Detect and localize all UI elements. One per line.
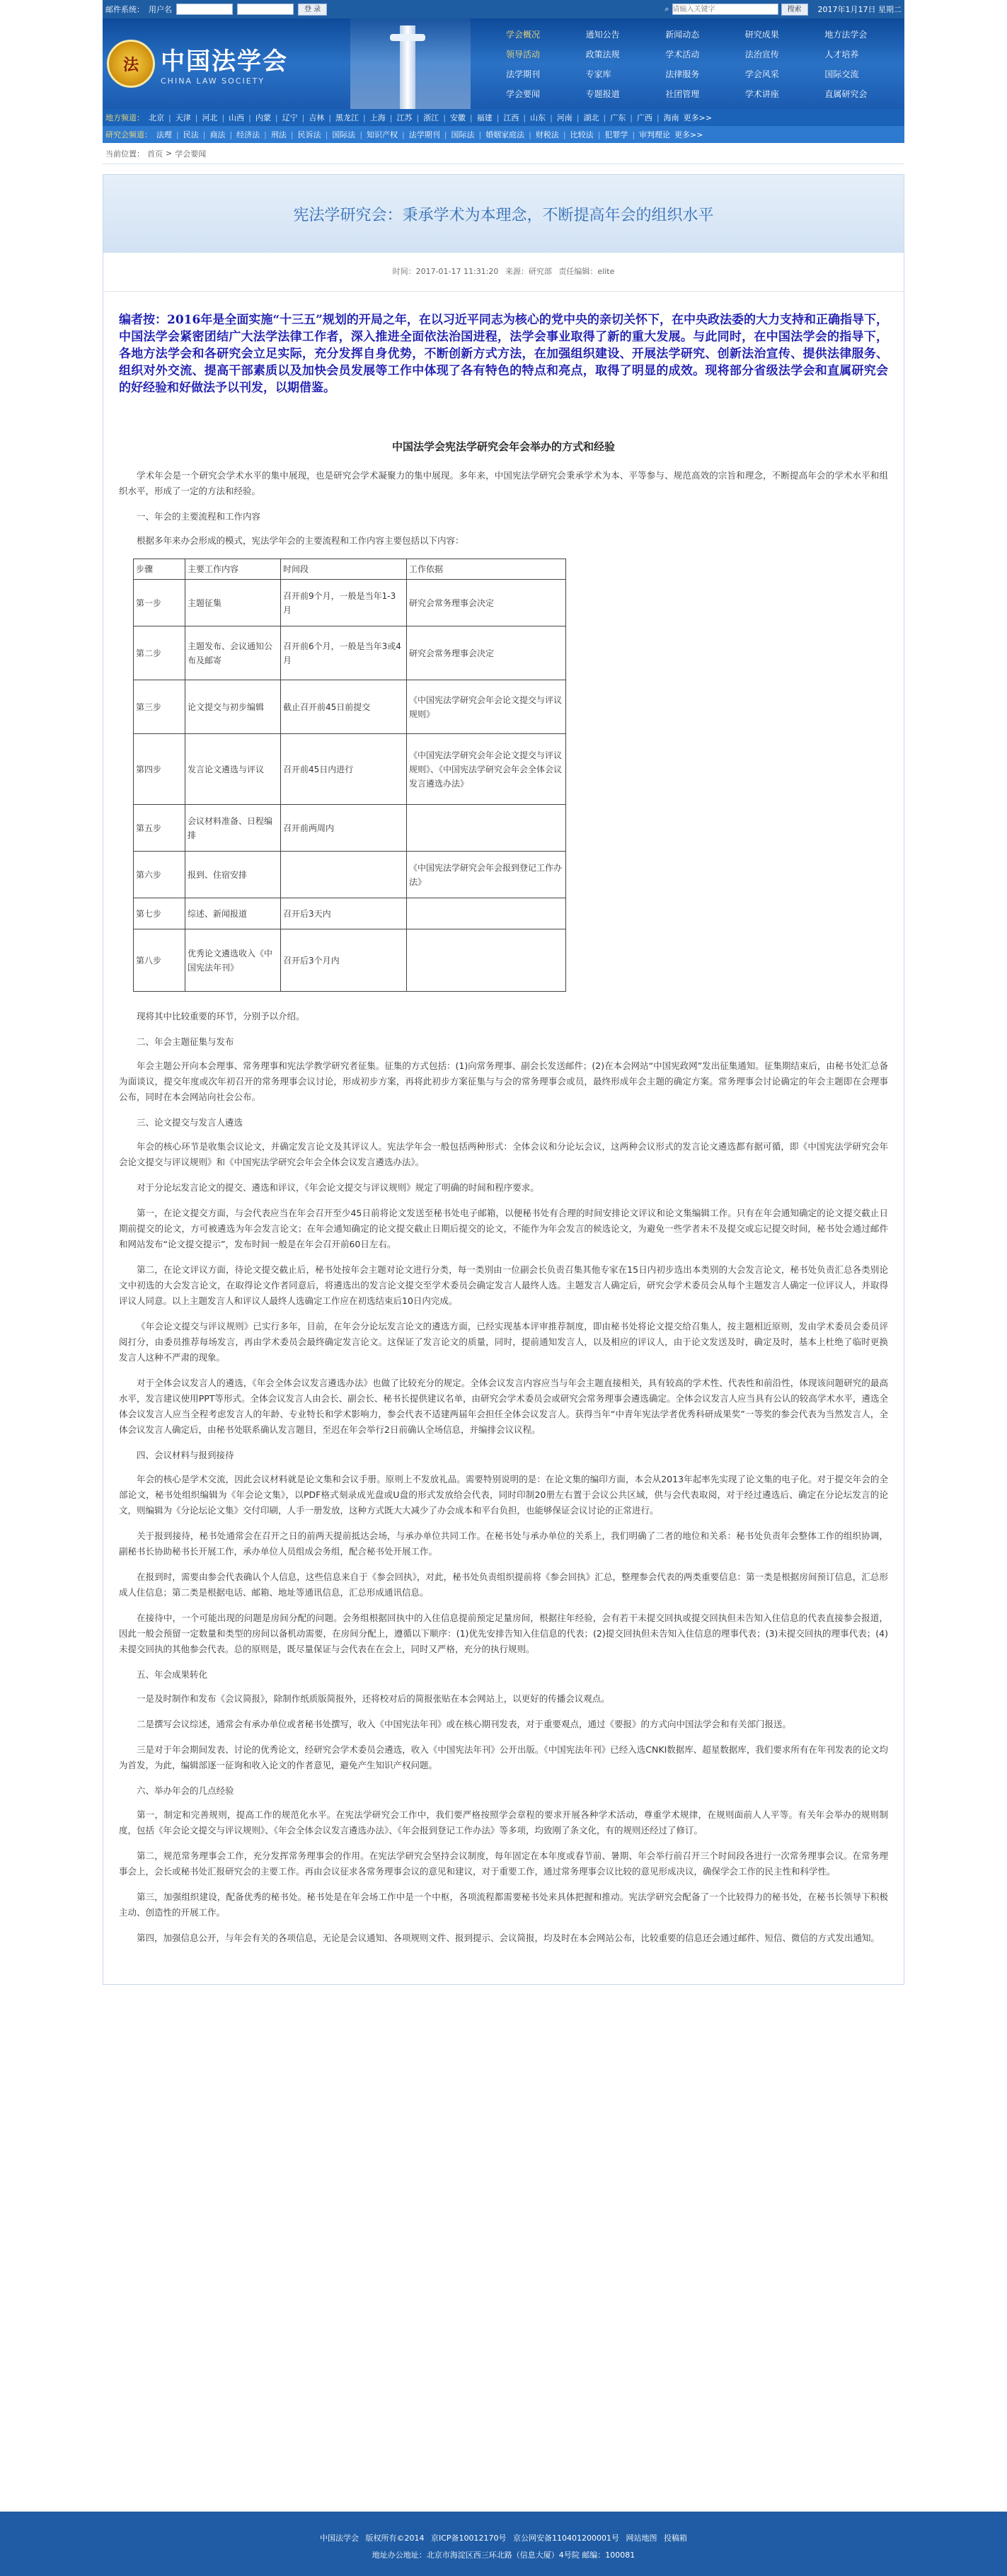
footer-org: 中国法学会 [319,2534,359,2543]
table-row [134,929,566,992]
table-header-cell: 时间段 [281,559,407,580]
header-nav-item[interactable]: 通知公告 [585,29,620,40]
table-row [134,626,566,680]
local-channel-item[interactable]: 江苏 [396,113,413,122]
table-cell [407,929,566,992]
article-source: 来源：研究部 [505,267,552,276]
password-input[interactable] [237,4,294,15]
local-channel-nav: 地方频道： 北京 | 天津 | 河北 | 山西 | 内蒙 | 辽宁 | 吉林 | 黑龙江 | 上海 | 江苏 | 浙江 | 安徽 | 福建 | 江西 | 山东 | 河南 | 湖北 | 广东 | 广西 | 海南 更多>> [103,109,904,126]
workflow-table [133,559,566,992]
header-nav-item[interactable]: 政策法规 [585,49,620,59]
search-button[interactable]: 搜索 [781,4,808,16]
table-cell: 第四步 [134,734,185,805]
local-channel-more-link[interactable]: 更多>> [683,113,713,122]
paragraph: 对于全体会议发言人的遴选，《年会全体会议发言遴选办法》也做了比较充分的规定。全体会议发言内容应当与年会主题直接相关，具有较高的学术性、代表性和前沿性，体现该问题研究的最高水平，发言建议使用PPT等形式。全体会议发言人由会长、副会长、秘书长提供建议名单，由研究会学术委员会或研究会常务理事会遴选确定。全体会议发言人应当具有公认的较高学术水平，遴选全体会议发言人应当全程考虑发言人的年龄、专业特长和学术影响力，参会代表不适建两届年会担任全体会议发言人。获得当年“中青年宪法学者优秀科研成果奖”一等奖的参会代表为当然发言人，全体会议发言人确定后，由秘书处联系确认发言题目，至迟在年会举行2日前确认全场信息，并编排会议议程。 [119,1378,888,1435]
local-channel-item[interactable]: 山西 [229,113,245,122]
paragraph: 第二，在论文评议方面，待论文提交截止后，秘书处按年会主题对论文进行分类，每一类别由一位副会长负责召集其他专家在15日内初步选出本类别的大会发言论文，秘书处负责汇总各类别论文中初选的大会发言论文，在取得论文作者同意后，将遴选出的发言论文提交至学术委员会确定发言人最终人选。主题发言人确定后，研究会学术委员会从每个主题发言人确定一位评议人，并取得评议人同意。以上主题发言人和评议人最终人选确定工作应在初选结束后10日内完成。 [119,1264,888,1306]
local-channel-item[interactable]: 天津 [175,113,191,122]
table-cell: 主题发布、会议通知公布及邮寄 [185,626,281,680]
login-button[interactable]: 登 录 [298,4,327,16]
article-title: 宪法学研究会：秉承学术为本理念，不断提高年会的组织水平 [293,206,714,224]
local-channel-item[interactable]: 海南 [663,113,679,122]
table-cell: 主题征集 [185,580,281,626]
research-channel-item[interactable]: 刑法 [270,130,287,139]
logo-en: CHINA LAW SOCIETY [161,76,265,86]
subheading: 二、年会主题征集与发布 [137,1036,234,1047]
current-date: 2017年1月17日 星期二 [817,5,902,14]
article [103,174,904,1985]
article-body [103,292,904,1984]
local-channel-item[interactable]: 福建 [476,113,493,122]
paragraph: 在接待中，一个可能出现的问题是房间分配的问题。会务组根据回执中的入住信息提前预定足量房间，根据往年经验，会有若干未提交回执或提交回执但未告知入住信息的代表直接参会报道，因此一般会预留一定数量和类型的房间以备机动需要，在房间分配上，遵循以下顺序：(1)优先安排告知入住信息的代表；(2)提交回执但未告知入住信息的理事代表；(3)未提交回执的理事代表；(4)未提交回执的其他参会代表。总的原则是，既尽量保证与会代表在在会上，同时又严格，充分的执行规则。 [119,1613,888,1654]
search-icon: ⌕ [664,4,669,13]
header-nav-item[interactable]: 直属研究会 [824,88,868,99]
footer-address: 地址办公地址：北京市海淀区西三环北路（信息大厦）4号院 邮编：100081 [372,2551,635,2560]
local-channel-item[interactable]: 安徽 [449,113,466,122]
local-channel-item[interactable]: 广西 [636,113,652,122]
local-channel-item[interactable]: 辽宁 [282,113,298,122]
paragraph: 年会的核心是学术交流，因此会议材料就是论文集和会议手册。原则上不发放礼品。需要特别说明的是：在论文集的编印方面，本会从2013年起率先实现了论文集的电子化。对于提交年会的全部论文，秘书处组织编辑为《年会论文集》，以PDF格式刻录成光盘或U盘的形式发放给会代表，同时印制20册左右置于会议公共区域，供与会代表取阅，对于经过遴选后、确定在分论坛发言的论文，则编辑为《分论坛论文集》交付印刷，人手一册发放，这种方式既大大减少了办会成本和平台负担，也能够保证会议讨论的正常进行。 [119,1474,888,1516]
paragraph: 年会主题公开向本会理事、常务理事和宪法学教学研究者征集。征集的方式包括：(1)向常务理事、副会长发送邮件；(2)在本会网站“中国宪政网”发出征集通知。征集期结束后，由秘书处汇总备为面谈议，提交年度或次年初召开的常务理事会议讨论，形成初步方案，再将此初步方案征集与与会的常务理事会或员，最终形成年会主题的确定方案。常务理事会讨论确定的年会主题即在会理事公布，同时在本会网站向社会公布。 [119,1060,888,1102]
header-nav [499,18,904,109]
table-cell: 截止召开前45日前提交 [281,680,407,734]
table-cell: 第六步 [134,852,185,898]
table-cell: 召开前两周内 [281,805,407,852]
table-cell: 发言论文遴选与评议 [185,734,281,805]
table-cell: 第二步 [134,626,185,680]
local-channel-item[interactable]: 浙江 [423,113,439,122]
society-emblem-icon: 法 [107,40,155,88]
research-channel-nav: 研究会频道： 法理 | 民法 | 商法 | 经济法 | 刑法 | 民诉法 | 国际法 | 知识产权 | 法学期刊 | 国际法 | 婚姻家庭法 | 财税法 | 比较法 | 犯罪学 | 审判理论 更多>> [103,126,904,143]
table-cell: 召开前9个月，一般是当年1-3月 [281,580,407,626]
local-channel-item[interactable]: 湖北 [583,113,599,122]
header-nav-item[interactable]: 法治宣传 [744,49,779,59]
editor-note: 编者按：2016年是全面实施“十三五”规划的开局之年，在以习近平同志为核心的党中央的亲切关怀下，在中央政法委的大力支持和正确指导下，中国法学会紧密团结广大法学法律工作者，深入推进全面依法治国进程，法学会事业取得了新的重大发展。与此同时，在中国法学会的指导下，各地方法学会和各研究会立足实际，充分发挥自身优势，不断创新方式方法，在加强组织建设、开展法学研究、创新法治宣传、提供法律服务、组织对外交流、提高干部素质以及加快会员发展等工作中体现了各有特色的特点和亮点，取得了明显的成效。现将部分省级法学会和直属研究会的好经验和好做法予以刊发，以期借鉴。 [119,313,888,395]
header-nav-item[interactable]: 人才培养 [824,49,859,59]
top-bar [103,0,904,18]
header-nav-item[interactable]: 领导活动 [506,49,541,59]
footer-copyright: 版权所有©2014 [365,2534,425,2543]
paragraph: 关于报到接待，秘书处通常会在召开之日的前两天提前抵达会场，与承办单位共同工作。在秘书处与承办单位的关系上，我们明确了二者的地位和关系：秘书处负责年会整体工作的组织协调，副秘书长协助秘书长开展工作，承办单位人员组成会务组，配合秘书处开展工作。 [119,1530,888,1557]
research-channel-item[interactable]: 经济法 [236,130,260,139]
header-nav-item[interactable]: 法学期刊 [506,69,541,79]
table-cell: 论文提交与初步编辑 [185,680,281,734]
table-cell: 《中国宪法学研究会年会报到登记工作办法》 [407,852,566,898]
site-logo[interactable] [103,18,336,109]
header-nav-item[interactable]: 学会要闻 [506,88,541,99]
table-cell: 研究会常务理事会决定 [407,580,566,626]
local-channel-item[interactable]: 黑龙江 [335,113,359,122]
header-nav-item[interactable]: 专家库 [585,69,611,79]
local-channel-item[interactable]: 广东 [610,113,626,122]
table-cell: 第五步 [134,805,185,852]
username-input[interactable] [176,4,233,15]
table-row [134,680,566,734]
table-header-cell: 步骤 [134,559,185,580]
monument-image [350,18,471,109]
table-cell: 第一步 [134,580,185,626]
table-row [134,898,566,929]
paragraph: 一是及时制作和发布《会议简报》，除制作纸质版简报外，还将校对后的简报张贴在本会网站上，以更好的传播会议观点。 [137,1693,610,1704]
subheading: 五、年会成果转化 [137,1669,208,1680]
local-channel-item[interactable]: 江西 [503,113,519,122]
breadcrumb [103,143,904,164]
breadcrumb-separator: > [166,149,173,158]
header-nav-item[interactable]: 学会概况 [506,29,541,40]
header-nav-item[interactable]: 学会风采 [744,69,779,79]
breadcrumb-label: 当前位置： [105,149,144,159]
table-row [134,580,566,626]
table-row [134,852,566,898]
table-cell [407,805,566,852]
research-channel-item[interactable]: 审判理论 [639,130,671,139]
local-channel-item[interactable]: 北京 [149,113,164,122]
section-title: 中国法学会宪法学研究会年会举办的方式和经验 [391,440,615,453]
research-channel-item[interactable]: 商法 [209,130,226,139]
header-nav-item[interactable]: 社团管理 [665,88,700,99]
paragraph: 《年会论文提交与评议规则》已实行多年，目前，在年会分论坛发言论文的遴选方面，已经实现基本评审推荐制度，即由秘书处将论文提交给召集人，按主题相近原则，发由学术委员会委员评阅打分，由委员推荐每场发言，再由学术委员会最终确定发言论文。这保证了发言论文的质量，同时，提前通知发言人，以及相应的评议人，由于论文发送及时，确定及时，基本上杜绝了临时更换发言人这种不严肃的现象。 [119,1321,888,1363]
username-label: 用户名 [149,5,172,14]
header-nav-item[interactable]: 专题报道 [585,88,620,99]
research-channel-item[interactable]: 法理 [156,130,172,139]
research-channel-item[interactable]: 法学期刊 [408,130,440,139]
paragraph: 学术年会是一个研究会学术水平的集中展现，也是研究会学术凝聚力的集中展现。多年来，中国宪法学研究会秉承学术为本、平等参与、规范高效的宗旨和理念，不断提高年会的学术水平和组织水平，形成了一定的方法和经验。 [119,470,888,496]
paragraph: 现将其中比较重要的环节，分别予以介绍。 [137,1011,305,1021]
article-editor: 责任编辑：elite [558,267,615,276]
subheading: 一、年会的主要流程和工作内容 [137,511,261,522]
footer-icp[interactable]: 京ICP备10012170号 [430,2534,507,2543]
paragraph: 对于分论坛发言论文的提交、遴选和评议，《年会论文提交与评议规则》规定了明确的时间和程序要求。 [137,1182,539,1193]
breadcrumb-home[interactable]: 首页 [147,149,163,159]
search-input[interactable] [672,4,778,15]
local-channel-item[interactable]: 吉林 [309,113,325,122]
paragraph: 根据多年来办会形成的模式，宪法学年会的主要流程和工作内容主要包括以下内容： [137,535,464,546]
table-header-row [134,559,566,580]
subheading: 三、论文提交与发言人遴选 [137,1117,243,1128]
local-channel-title: 地方频道： [105,113,144,122]
research-channel-item[interactable]: 民诉法 [297,130,321,139]
paragraph: 第二，规范常务理事会工作，充分发挥常务理事会的作用。在宪法学研究会坚持会议制度，每年固定在本年度或春节前、暑期、年会举行前召开三个时间段各进行一次常务理事会议。在常务理事会上，会长或秘书处汇报研究会的主要工作。再由会议征求各常务理事会议的意见和建议，对于重要工作，通过常务理事会议比较的意见形成决议，确保学会工作的民主性和科学性。 [119,1850,888,1877]
table-cell: 研究会常务理事会决定 [407,626,566,680]
subheading: 四、会议材料与报到接待 [137,1450,234,1460]
table-cell [407,898,566,929]
paragraph: 年会的核心环节是收集会议论文，并确定发言论文及其评议人。宪法学年会一般包括两种形式：全体会议和分论坛会议，这两种会议形式的发言论文遴选都有据可循，即《中国宪法学研究会年会论文提交与评议规则》和《中国宪法学研究会年会全体会议发言遴选办法》。 [119,1141,888,1167]
table-header-cell: 主要工作内容 [185,559,281,580]
header-nav-item[interactable]: 国际交流 [824,69,859,79]
local-channel-item[interactable]: 河南 [556,113,572,122]
research-channel-item[interactable]: 民法 [183,130,199,139]
header-nav-item[interactable]: 学术活动 [665,49,700,59]
table-cell: 召开前45日内进行 [281,734,407,805]
table-header-cell: 工作依据 [407,559,566,580]
logo-cn: 中国法学会 [161,47,288,76]
paragraph: 第三，加强组织建设，配备优秀的秘书处。秘书处是在年会场工作中是一个中枢，各项流程都需要秘书处来具体把握和推动。宪法学研究会配备了一个比较得力的秘书处，在秘书长领导下积极主动、创造性的开展工作。 [119,1891,888,1918]
paragraph: 第一，在论文提交方面，与会代表应当在年会召开至少45日前将论文发送至秘书处电子邮箱，以便秘书处有合理的时间安排论文评议和论文集编辑工作。只有在年会通知确定的论文提交截止日期前提交的论文，方可被遴选为年会发言论文；在年会通知确定的论文提交截止日期后提交的论文，不能作为年会发言的候选论文，为避免一些学者未不及提交或忘记提交时间，秘书处会通过邮件和网站发布“论文提交提示”，发布时间一般是在年会召开前60日左右。 [119,1208,888,1249]
table-cell: 《中国宪法学研究会年会论文提交与评议规则》 [407,680,566,734]
table-cell: 第七步 [134,898,185,929]
table-cell: 综述、新闻报道 [185,898,281,929]
header-nav-item[interactable]: 地方法学会 [824,29,868,40]
article-time: 时间：2017-01-17 11:31:20 [392,267,499,276]
research-channel-title: 研究会频道： [105,130,152,139]
table-row [134,734,566,805]
header-nav-item[interactable]: 学术讲座 [744,88,779,99]
paragraph: 在报到时，需要由参会代表确认个人信息，这些信息来自于《参会回执》，对此，秘书处负责组织提前将《参会回执》汇总，整理参会代表的两类重要信息：第一类是根据房间预订信息，汇总形成人住信息；第二类是根据电话、邮箱、地址等通讯信息，汇总形成通讯信息。 [119,1572,888,1598]
table-cell: 第三步 [134,680,185,734]
footer-police-record[interactable]: 京公网安备110401200001号 [513,2534,620,2543]
research-channel-more-link[interactable]: 更多>> [674,130,703,139]
footer-sitemap-link[interactable]: 网站地图 [626,2534,657,2543]
paragraph: 第四，加强信息公开，与年会有关的各项信息，无论是会议通知、各项规则文件、报到提示、会议简报，均及时在本会网站公布，比较重要的信息还会通过邮件、短信、微信的方式发出通知。 [137,1933,880,1943]
research-channel-item[interactable]: 国际法 [451,130,475,139]
local-channel-item[interactable]: 山东 [530,113,546,122]
header-nav-item[interactable]: 法律服务 [665,69,700,79]
paragraph: 二是撰写会议综述，通常会有承办单位或者秘书处撰写，收入《中国宪法年刊》或在核心期刊发表，对于重要观点，通过《要报》的方式向中国法学会和有关部门报送。 [137,1719,792,1729]
breadcrumb-section[interactable]: 学会要闻 [175,149,207,159]
site-footer [0,2512,1007,2576]
table-cell: 《中国宪法学研究会年会论文提交与评议规则》、《中国宪法学研究会年会全体会议发言遴选办法》 [407,734,566,805]
table-cell [281,852,407,898]
article-meta [103,253,904,292]
research-channel-item[interactable]: 知识产权 [367,130,398,139]
subheading: 六、举办年会的几点经验 [137,1785,234,1796]
research-channel-item[interactable]: 比较法 [570,130,594,139]
table-cell: 优秀论文遴选收入《中国宪法年刊》 [185,929,281,992]
research-channel-item[interactable]: 财税法 [535,130,559,139]
mail-label: 邮件系统： [105,5,144,14]
local-channel-item[interactable]: 河北 [202,113,218,122]
header-nav-item[interactable]: 研究成果 [744,29,779,40]
local-channel-item[interactable]: 上海 [369,113,386,122]
research-channel-item[interactable]: 犯罪学 [604,130,628,139]
page [103,0,904,1985]
research-channel-item[interactable]: 国际法 [332,130,356,139]
local-channel-item[interactable]: 内蒙 [255,113,271,122]
table-row [134,805,566,852]
table-cell: 第八步 [134,929,185,992]
footer-submission-link[interactable]: 投稿箱 [664,2534,688,2543]
table-cell: 报到、住宿安排 [185,852,281,898]
paragraph: 第一，制定和完善规则，提高工作的规范化水平。在宪法学研究会工作中，我们要严格按照学会章程的要求开展各种学术活动，尊重学术规律，在规则面前人人平等。有关年会举办的规则制度，包括《年会论文提交与评议规则》、《年会全体会议发言遴选办法》、《年会报到登记工作办法》等多项，均致刚了条文化，有的规则还经过了修订。 [119,1809,888,1836]
search-box [664,4,902,16]
table-cell: 召开前6个月，一般是当年3或4月 [281,626,407,680]
header-nav-item[interactable]: 新闻动态 [665,29,700,40]
table-cell: 召开后3个月内 [281,929,407,992]
table-cell: 会议材料准备、日程编排 [185,805,281,852]
table-cell: 召开后3天内 [281,898,407,929]
paragraph: 三是对于年会期间发表、讨论的优秀论文，经研究会学术委员会遴选，收入《中国宪法年刊》公开出版。《中国宪法年刊》已经入选CNKI数据库、超星数据库，我们要求所有在年刊发表的论文均为首发，为此，编辑部逐一征询和收入论文的作者意见，避免产生知识产权问题。 [119,1744,888,1770]
site-header [103,18,904,109]
research-channel-item[interactable]: 婚姻家庭法 [485,130,525,139]
